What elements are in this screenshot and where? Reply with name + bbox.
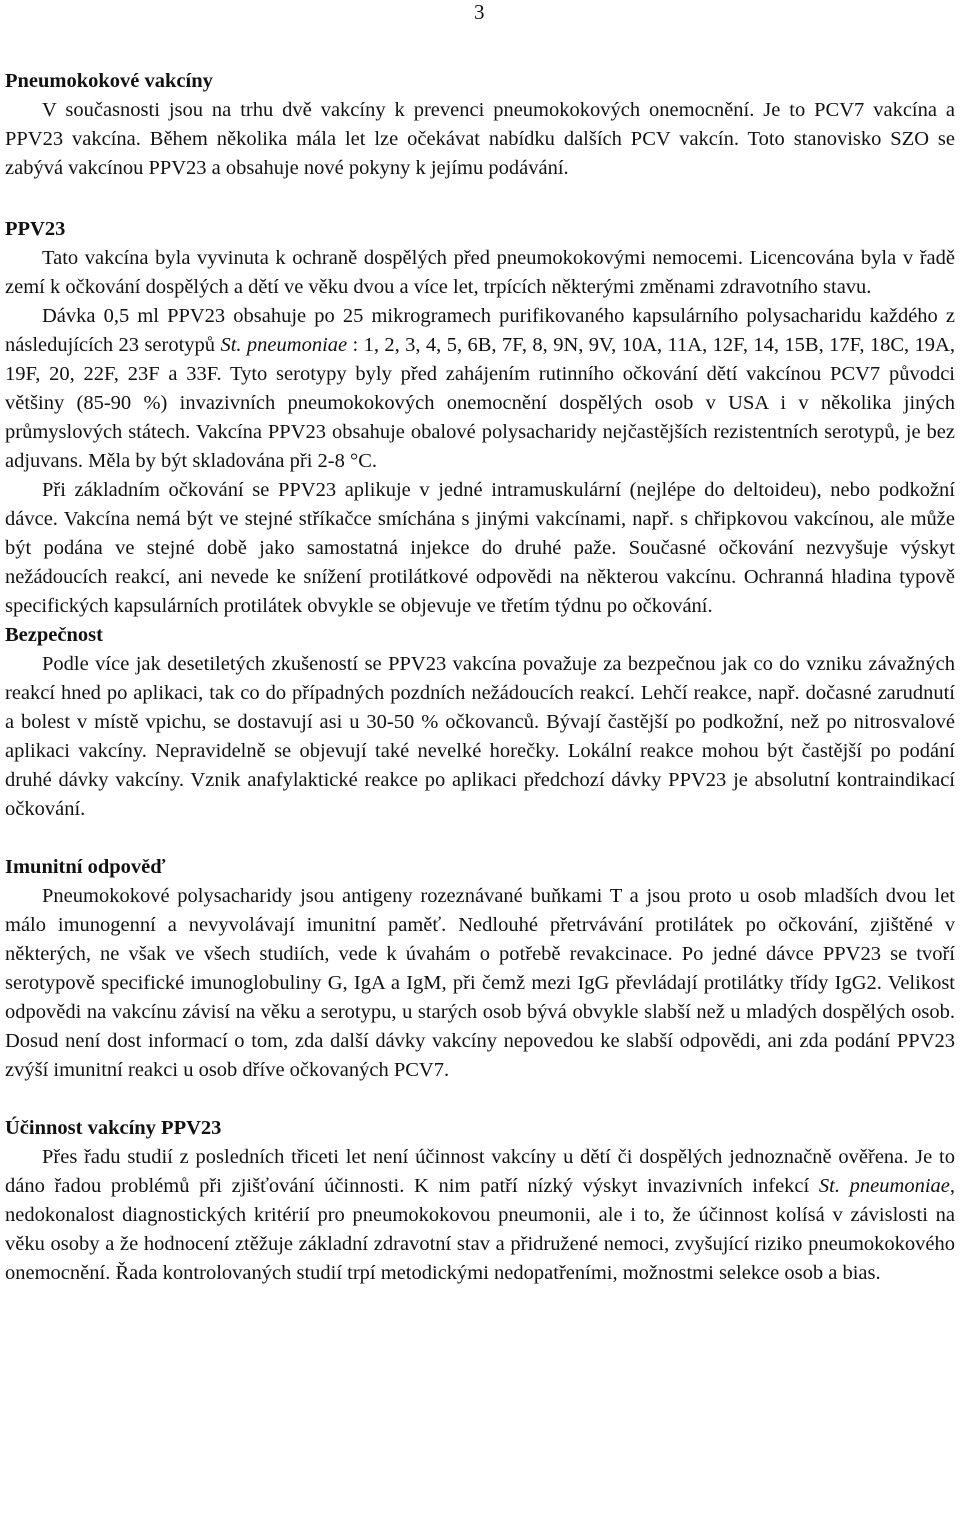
section-heading: Imunitní odpověď [5,856,166,878]
paragraph: Podle více jak desetiletých zkušeností se PPV23 vakcína považuje za bezpečnou jak co do vzniku závažných reakcí hned po aplikaci, tak co do případných pozdních nežádoucích reakcí. Lehčí reakce, např. dočasné zarudnutí a bolest v místě vpichu, se dostavují asi u 30-50 % očkovanců. Bývají častější po podkožní, než po nitrosvalové aplikaci vakcíny. Nepravidelně se objevují také nevelké horečky. Lokální reakce mohou být častější po podání druhé dávky vakcíny. Vznik anafylaktické reakce po aplikaci předchozí dávky PPV23 je absolutní kontraindikací očkování. [5,653,955,820]
section-heading: Pneumokokové vakcíny [5,70,213,92]
section-immune-response [5,853,955,1085]
section-efficacy [5,1114,955,1288]
section-safety [5,621,955,824]
species-name: St. pneumoniae [818,1175,950,1197]
document-body [5,67,955,1288]
paragraph [5,1143,955,1288]
text-run: , nedokonalost diagnostických kritérií pro pneumokokovou pneumonii, ale i to, že účinnost kolísá v závislosti na věku osoby a že hodnocení ztěžuje základní zdravotní stav a přidružené nemoci, zvyšující riziko pneumokokového onemocnění. Řada kontrolovaných studií trpí metodickými nedopatřeními, možnostmi selekce osob a bias. [5,1175,955,1284]
paragraph [5,302,955,476]
paragraph: V současnosti jsou na trhu dvě vakcíny k prevenci pneumokokových onemocnění. Je to PCV7 vakcína a PPV23 vakcína. Během několika mála let lze očekávat nabídku dalších PCV vakcín. Toto stanovisko SZO se zabývá vakcínou PPV23 a obsahuje nové pokyny k jejímu podávání. [5,99,955,179]
section-ppv23 [5,215,955,621]
page-number: 3 [474,0,485,24]
section-heading: Účinnost vakcíny PPV23 [5,1117,222,1139]
text-run: Přes řadu studií z posledních třiceti let není účinnost vakcíny u dětí či dospělých jednoznačně ověřena. Je to dáno řadou problémů při zjišťování účinnosti. K nim patří nízký výskyt invazivních infekcí [5,1146,955,1197]
paragraph: Pneumokokové polysacharidy jsou antigeny rozeznávané buňkami T a jsou proto u osob mladších dvou let málo imunogenní a nevyvolávají imunitní paměť. Nedlouhé přetrvávání protilátek po očkování, zjištěné v některých, ne však ve všech studiích, vede k úvahám o potřebě revakcinace. Po jedné dávce PPV23 se tvoří serotypově specifické imunoglobuliny G, IgA a IgM, při čemž mezi IgG převládají protilátky třídy IgG2. Velikost odpovědi na vakcínu závisí na věku a serotypu, u starých osob bývá obvykle slabší než u mladých dospělých osob. Dosud není dost informací o tom, zda další dávky vakcíny nepovedou ke slabší odpovědi, ani zda podání PPV23 zvýší imunitní reakci u osob dříve očkovaných PCV7. [5,885,955,1081]
section-pneumococcal-vaccines [5,67,955,183]
section-heading: PPV23 [5,218,66,240]
paragraph: Tato vakcína byla vyvinuta k ochraně dospělých před pneumokokovými nemocemi. Licencována byla v řadě zemí k očkování dospělých a dětí ve věku dvou a více let, trpících některými změnami zdravotního stavu. [5,247,955,298]
species-name: St. pneumoniae [220,334,348,356]
text-run: Dávka 0,5 ml PPV23 obsahuje po 25 mikrogramech purifikovaného kapsulárního polysacharidu každého z následujících 23 serotypů [5,305,955,356]
section-heading: Bezpečnost [5,624,103,646]
text-run: : 1, 2, 3, 4, 5, 6B, 7F, 8, 9N, 9V, 10A, 11A, 12F, 14, 15B, 17F, 18C, 19A, 19F, 20, 22F, 23F a 33F. Tyto serotypy byly před zahájením rutinního očkování dětí vakcínou PCV7 původci většiny (85-90 %) invazivních pneumokokových onemocnění dospělých osob v USA i v několika jiných průmyslových státech. Vakcína PPV23 obsahuje obalové polysacharidy nejčastějších rezistentních serotypů, je bez adjuvans. Měla by být skladována při 2-8 °C. [5,334,955,472]
paragraph: Při základním očkování se PPV23 aplikuje v jedné intramuskulární (nejlépe do deltoideu), nebo podkožní dávce. Vakcína nemá být ve stejné stříkačce smíchána s jinými vakcínami, např. s chřipkovou vakcínou, ale může být podána ve stejné době jako samostatná injekce do druhé paže. Současné očkování nezvyšuje výskyt nežádoucích reakcí, ani nevede ke snížení protilátkové odpovědi na některou vakcínu. Ochranná hladina typově specifických kapsulárních protilátek obvykle se objevuje ve třetím týdnu po očkování. [5,479,955,617]
